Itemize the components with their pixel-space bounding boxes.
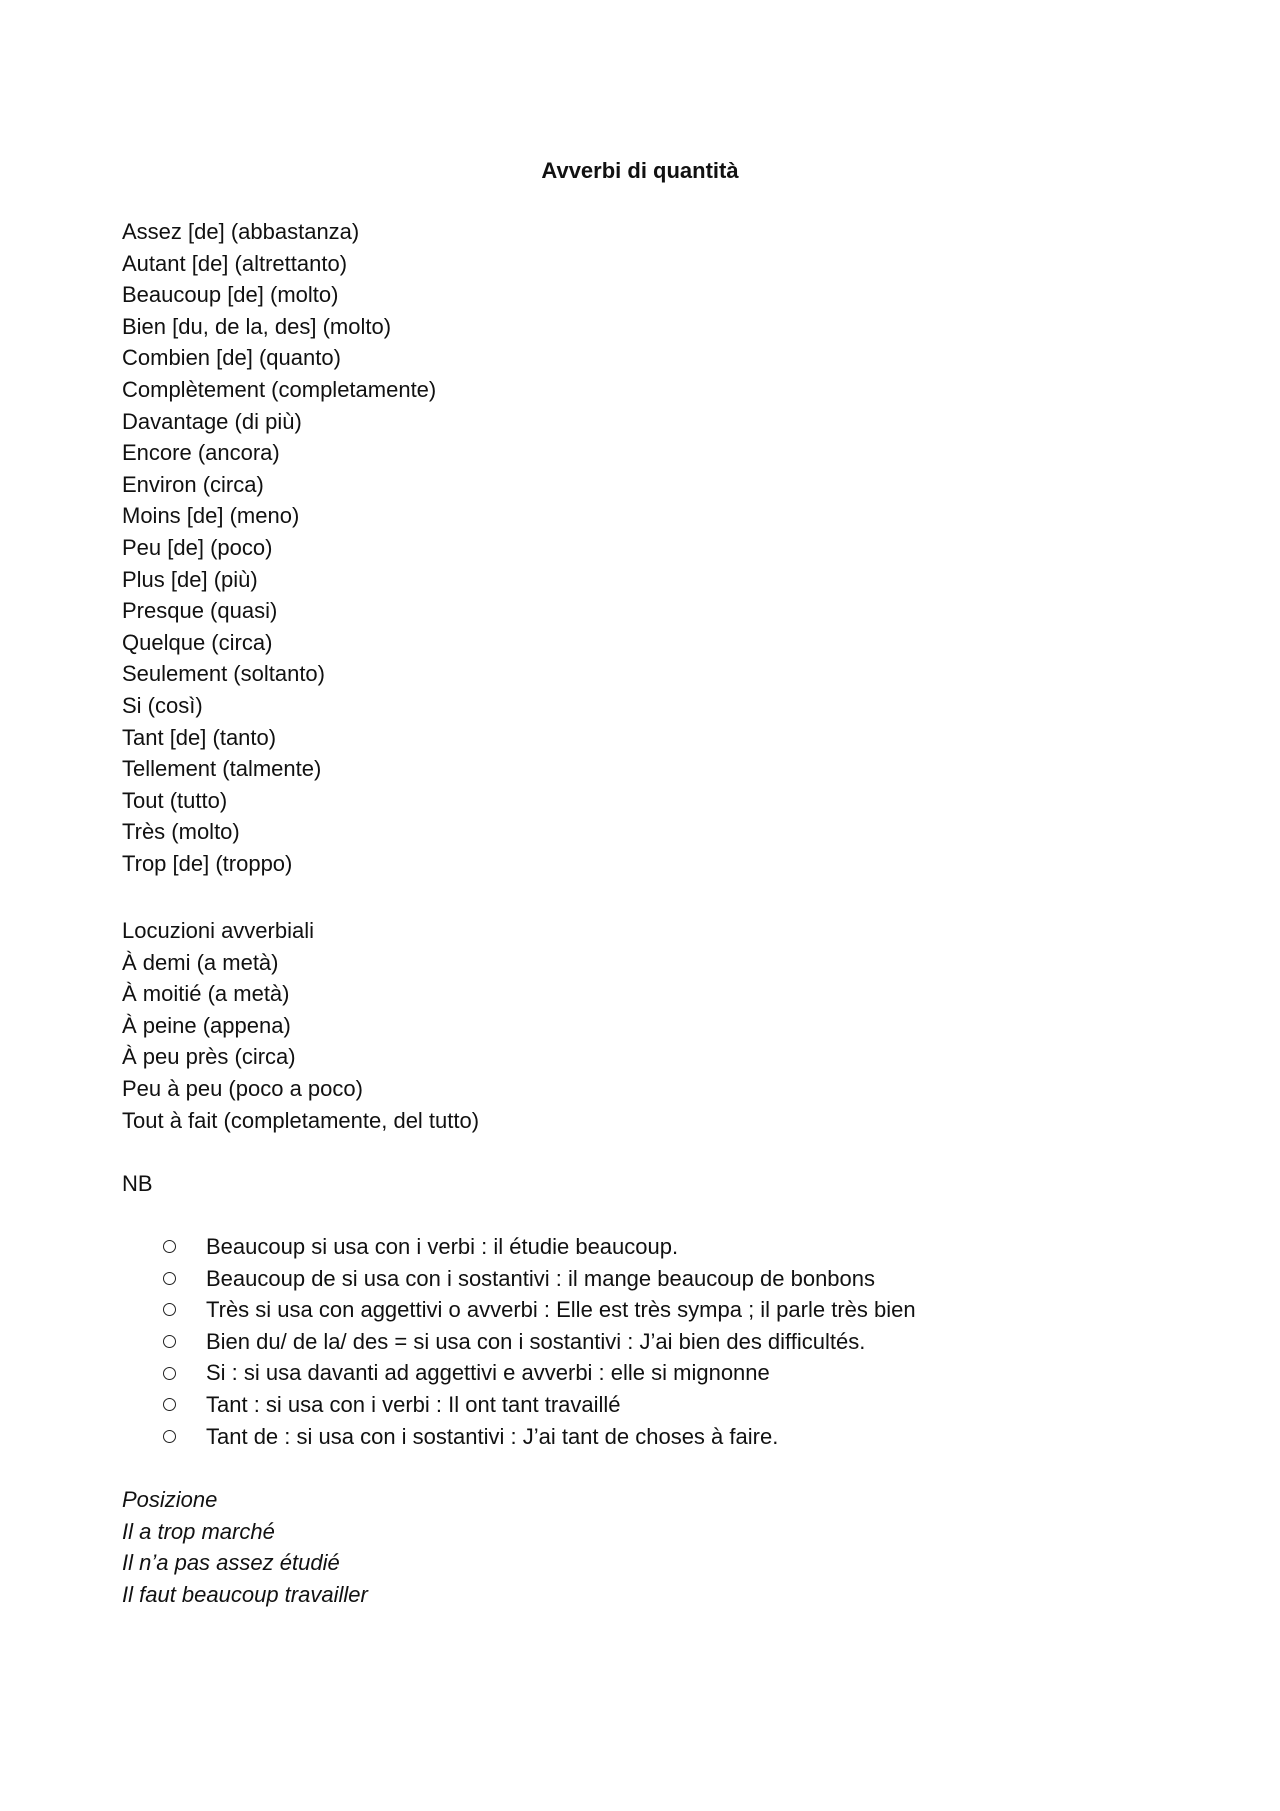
section-heading-locutions: Locuzioni avverbiali [122,918,314,943]
example-sentence: Il a trop marché [122,1518,275,1544]
example-sentence: Il n’a pas assez étudié [122,1550,340,1576]
hollow-circle-bullet-icon [163,1430,176,1443]
list-item: Seulement (soltanto) [122,661,325,687]
section-heading-nb: NB [122,1171,153,1196]
bullet-item [160,1357,916,1389]
list-item: Très (molto) [122,819,240,845]
section-heading-position: Posizione [122,1487,218,1512]
bullet-item [160,1326,916,1358]
nb-bullet-list [160,1231,916,1452]
list-item: À demi (a metà) [122,949,279,975]
list-item: Beaucoup [de] (molto) [122,282,339,308]
list-item: Presque (quasi) [122,598,278,624]
list-item: Quelque (circa) [122,629,273,655]
bullet-text: Beaucoup si usa con i verbi : il étudie beaucoup. [206,1234,679,1259]
bullet-text: Si : si usa davanti ad aggettivi e avverbi : elle si mignonne [206,1360,770,1386]
hollow-circle-bullet-icon [163,1398,176,1411]
list-item: Davantage (di più) [122,408,302,434]
hollow-circle-bullet-icon [163,1367,176,1380]
bullet-text: Beaucoup de si usa con i sostantivi : il mange beaucoup de bonbons [206,1265,876,1291]
locutions-section [122,915,1162,1136]
list-item: Environ (circa) [122,471,264,497]
bullet-item [160,1294,916,1326]
page-title: Avverbi di quantità [541,158,739,183]
hollow-circle-bullet-icon [163,1303,176,1316]
bullet-text: Bien du/ de la/ des = si usa con i sostantivi : J’ai bien des difficultés. [206,1328,866,1354]
bullet-item [160,1263,916,1295]
list-item: Trop [de] (troppo) [122,850,293,876]
list-item: Bien [du, de la, des] (molto) [122,313,392,339]
example-sentence: Il faut beaucoup travailler [122,1581,368,1607]
list-item: Tant [de] (tanto) [122,724,277,750]
bullet-item [160,1231,916,1263]
list-item: À moitié (a metà) [122,981,290,1007]
list-item: Peu à peu (poco a poco) [122,1075,363,1101]
list-item: À peine (appena) [122,1012,291,1038]
position-section [122,1484,1162,1610]
list-item: Autant [de] (altrettanto) [122,250,348,276]
nb-section [122,1168,1162,1200]
list-item: Si (così) [122,692,203,718]
list-item: Combien [de] (quanto) [122,345,341,371]
list-item: Assez [de] (abbastanza) [122,219,360,244]
bullet-item [160,1421,916,1453]
bullet-item [160,1389,916,1421]
list-item: À peu près (circa) [122,1044,296,1070]
bullet-text: Tant : si usa con i verbi : Il ont tant travaillé [206,1391,621,1417]
hollow-circle-bullet-icon [163,1240,176,1253]
list-item: Tout (tutto) [122,787,228,813]
list-item: Moins [de] (meno) [122,503,300,529]
list-item: Plus [de] (più) [122,566,258,592]
list-item: Complètement (completamente) [122,376,437,402]
list-item: Encore (ancora) [122,440,280,466]
bullet-text: Très si usa con aggettivi o avverbi : Elle est très sympa ; il parle très bien [206,1297,916,1323]
hollow-circle-bullet-icon [163,1335,176,1348]
bullet-text: Tant de : si usa con i sostantivi : J’ai tant de choses à faire. [206,1423,779,1449]
list-item: Tellement (talmente) [122,756,322,782]
list-item: Tout à fait (completamente, del tutto) [122,1107,480,1133]
hollow-circle-bullet-icon [163,1272,176,1285]
list-item: Peu [de] (poco) [122,534,273,560]
adverb-list [122,216,1162,879]
